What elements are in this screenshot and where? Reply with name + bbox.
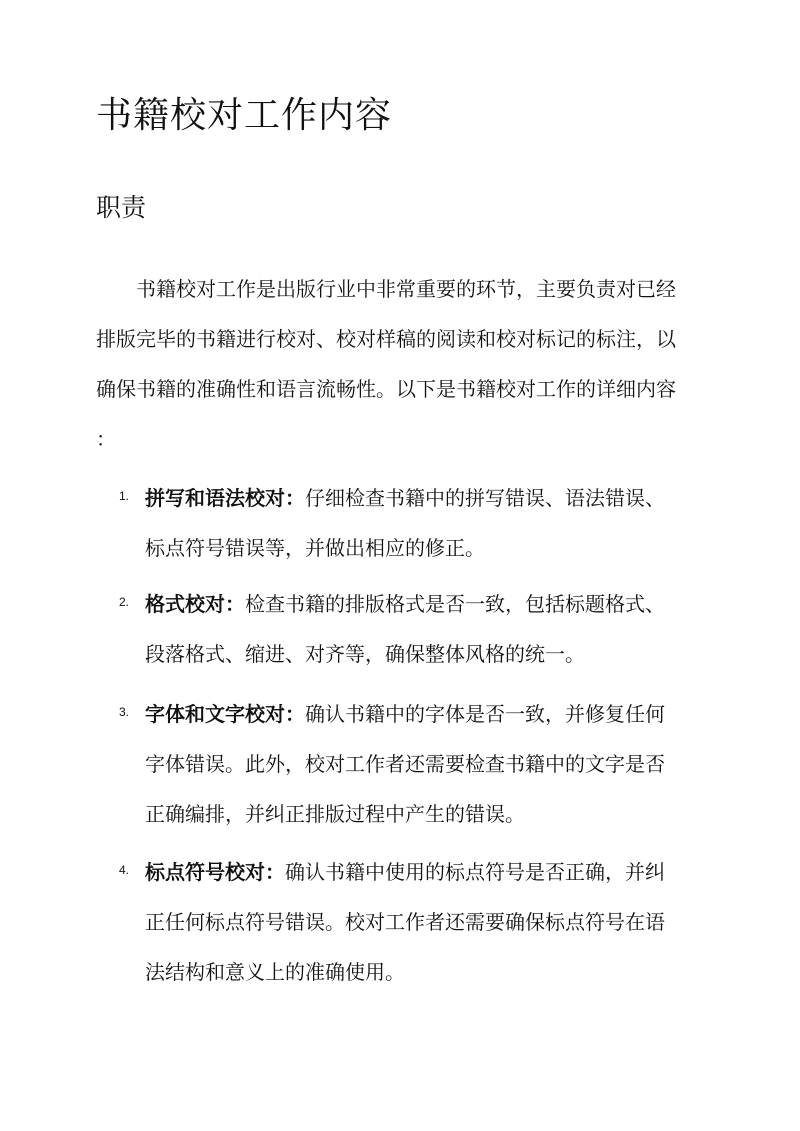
list-item-continuation: 标点符号错误等，并做出相应的修正。 (145, 536, 485, 560)
list-item-continuation: 正任何标点符号错误。校对工作者还需要确保标点符号在语 (145, 910, 665, 934)
list-item-body (145, 579, 705, 679)
list-item-term: 拼写和语法校对： (145, 486, 305, 510)
list-item-body (145, 847, 705, 997)
list-item-continuation: 正确编排，并纠正排版过程中产生的错误。 (145, 802, 525, 826)
section-heading: 职责 (96, 193, 147, 222)
list-item-first-line (145, 689, 705, 739)
list-number: 4. (119, 863, 130, 877)
list-item-continuation: 法结构和意义上的准确使用。 (145, 960, 405, 984)
list-item-body (145, 689, 705, 839)
list-item-text: 仔细检查书籍中的拼写错误、语法错误、 (305, 486, 665, 510)
intro-paragraph (96, 264, 711, 464)
list-item-term: 格式校对： (145, 592, 245, 616)
list-number: 1. (119, 489, 130, 503)
list-number: 3. (119, 705, 130, 719)
list-item-term: 字体和文字校对： (145, 702, 305, 726)
list-item-first-line (145, 847, 705, 897)
intro-line: 确保书籍的准确性和语言流畅性。以下是书籍校对工作的详细内容 (96, 377, 676, 401)
intro-line: 排版完毕的书籍进行校对、校对样稿的阅读和校对标记的标注，以 (96, 327, 676, 351)
list-item-first-line (145, 473, 705, 523)
list-item-text: 检查书籍的排版格式是否一致，包括标题格式、 (245, 592, 665, 616)
list-item-text: 确认书籍中使用的标点符号是否正确，并纠 (285, 860, 665, 884)
list-item-term: 标点符号校对： (145, 860, 285, 884)
list-item-text: 确认书籍中的字体是否一致，并修复任何 (305, 702, 665, 726)
intro-line: ： (96, 427, 116, 451)
list-item-first-line (145, 579, 705, 629)
intro-line: 书籍校对工作是出版行业中非常重要的环节，主要负责对已经 (136, 277, 676, 301)
list-item-continuation: 字体错误。此外，校对工作者还需要检查书籍中的文字是否 (145, 752, 665, 776)
page-title: 书籍校对工作内容 (96, 95, 393, 136)
list-item-continuation: 段落格式、缩进、对齐等，确保整体风格的统一。 (145, 642, 585, 666)
list-item-body (145, 473, 705, 573)
list-number: 2. (119, 595, 130, 609)
